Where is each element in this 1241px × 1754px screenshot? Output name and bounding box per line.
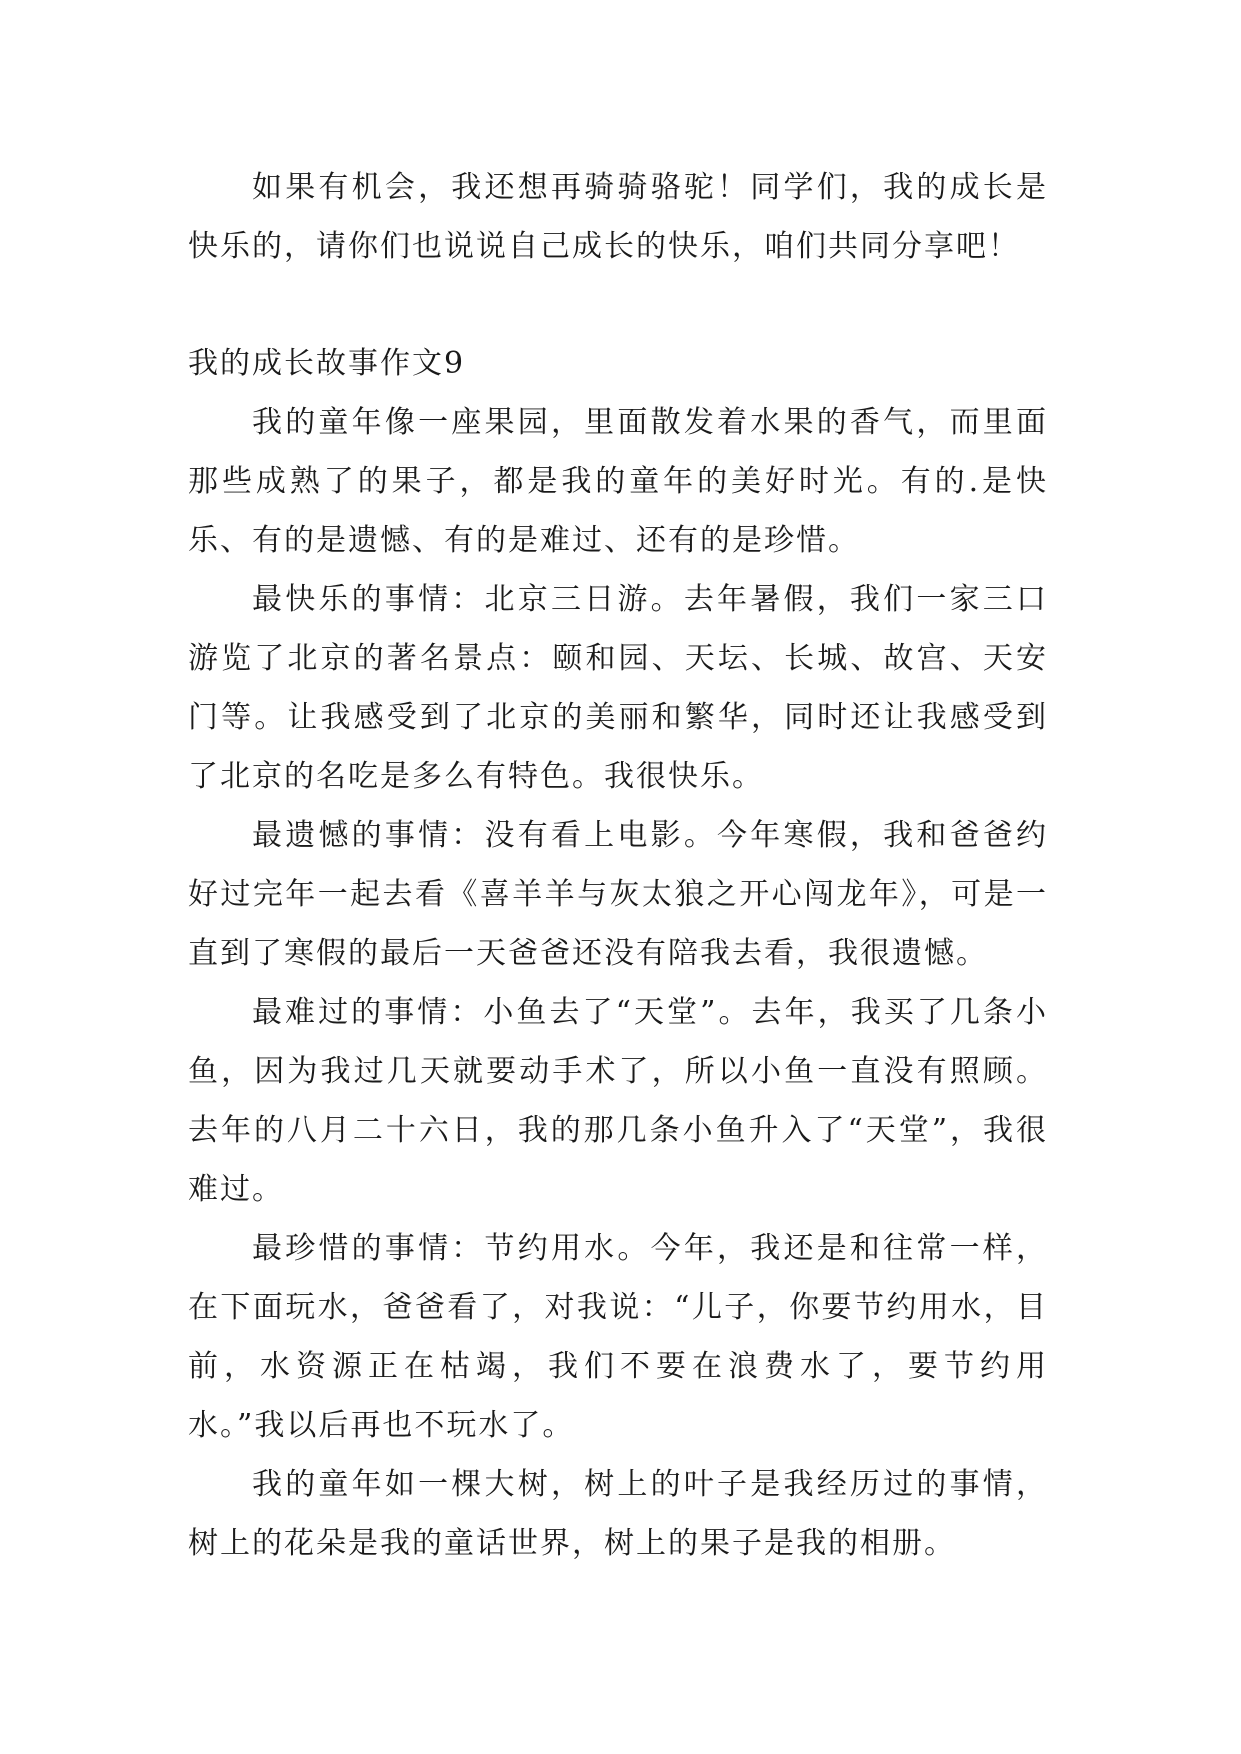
intro-section — [188, 158, 1048, 276]
intro-paragraph: 如果有机会，我还想再骑骑骆驼！同学们，我的成长是快乐的，请你们也说说自己成长的快乐，咱们共同分享吧！ — [188, 170, 1048, 264]
paragraph: 我的童年如一棵大树，树上的叶子是我经历过的事情，树上的花朵是我的童话世界，树上的果子是我的相册。 — [188, 1467, 1048, 1561]
essay-section — [188, 334, 1048, 1573]
essay-title: 我的成长故事作文9 — [188, 346, 466, 381]
paragraph: 最遗憾的事情：没有看上电影。今年寒假，我和爸爸约好过完年一起去看《喜羊羊与灰太狼之开心闯龙年》，可是一直到了寒假的最后一天爸爸还没有陪我去看，我很遗憾。 — [188, 818, 1048, 971]
paragraph: 最难过的事情：小鱼去了“天堂”。去年，我买了几条小鱼，因为我过几天就要动手术了，所以小鱼一直没有照顾。去年的八月二十六日，我的那几条小鱼升入了“天堂”，我很难过。 — [188, 995, 1048, 1207]
paragraph: 最快乐的事情：北京三日游。去年暑假，我们一家三口游览了北京的著名景点：颐和园、天坛、长城、故宫、天安门等。让我感受到了北京的美丽和繁华，同时还让我感受到了北京的名吃是多么有特色。我很快乐。 — [188, 582, 1048, 794]
paragraph: 最珍惜的事情：节约用水。今年，我还是和往常一样，在下面玩水，爸爸看了，对我说：“儿子，你要节约用水，目前，水资源正在枯竭，我们不要在浪费水了，要节约用水。”我以后再也不玩水了。 — [188, 1231, 1048, 1443]
paragraph: 我的童年像一座果园，里面散发着水果的香气，而里面那些成熟了的果子，都是我的童年的美好时光。有的.是快乐、有的是遗憾、有的是难过、还有的是珍惜。 — [188, 405, 1048, 558]
